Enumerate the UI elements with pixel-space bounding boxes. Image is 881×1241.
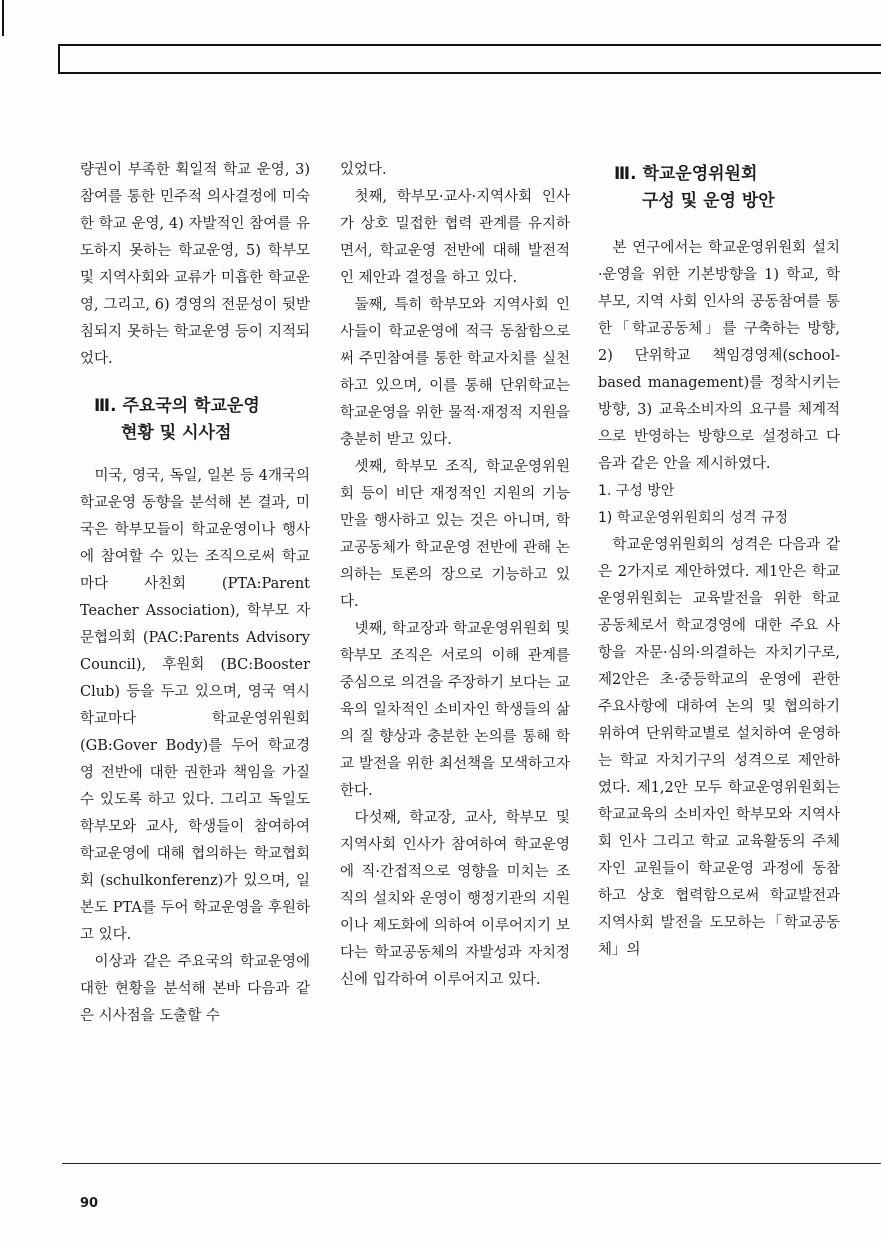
footer-rule — [62, 1163, 881, 1164]
column-1 — [80, 157, 310, 1030]
section-heading — [94, 393, 310, 447]
section-heading-line1: Ⅲ. 학교운영위원회 — [614, 164, 758, 184]
page-number: 90 — [80, 1196, 99, 1211]
margin-rule — [2, 0, 4, 36]
paragraph: 이상과 같은 주요국의 학교운영에 대한 현황을 분석해 본바 다음과 같은 시사점을 도출할 수 — [80, 954, 310, 1024]
section-heading-line2: 현황 및 시사점 — [121, 423, 232, 443]
paragraph: 량권이 부족한 획일적 학교 운영, 3) 참여를 통한 민주적 의사결정에 미숙한 학교 운영, 4) 자발적인 참여를 유도하지 못하는 학교운영, 5) 학부모 및 지역사회와 교류가 미흡한 학교운영, 그리고, 6) 경영의 전문성이 뒷받침되지 못하는 학교운영 등이 지적되었다. — [80, 162, 310, 367]
paragraph: 미국, 영국, 독일, 일본 등 4개국의 학교운영 동향을 분석해 본 결과, 미국은 학부모들이 학교운영이나 행사에 참여할 수 있는 조직으로써 학교마다 사친회 (PTA:Parent Teacher Association), 학부모 자문협의회 (PAC:Parents Advisory Council), 후원회 (BC:Booster Club) 등을 두고 있으며, 영국 역시 학교마다 학교운영위원회 (GB:Gover Body)를 두어 학교경영 전반에 대한 권한과 책임을 가질 수 있도록 하고 있다. 그리고 독일도 학부모와 교사, 학생들이 참여하여 학교운영에 대해 협의하는 학교협회회 (schulkonferenz)가 있으며, 일본도 PTA를 두어 학교운영을 후원하고 있다. — [80, 468, 310, 943]
subsection-heading: 1. 구성 방안 — [598, 483, 675, 499]
section-heading-line2: 구성 및 운영 방안 — [642, 191, 775, 211]
paragraph: 둘째, 특히 학부모와 지역사회 인사들이 학교운영에 적극 동참함으로써 주민참여를 통한 학교자치를 실천하고 있으며, 이를 통해 단위학교는 학교운영을 위한 물적·재정적 지원을 충분히 받고 있다. — [340, 297, 570, 448]
paragraph: 넷째, 학교장과 학교운영위원회 및 학부모 조직은 서로의 이해 관계를 중심으로 의견을 주장하기 보다는 교육의 일차적인 소비자인 학생들의 삶의 질 향상과 충분한 논의를 통해 학교 발전을 위한 최선책을 모색하고자 한다. — [340, 621, 570, 799]
subsubsection-heading: 1) 학교운영위원회의 성격 규정 — [598, 510, 789, 526]
paragraph: 셋째, 학부모 조직, 학교운영위원회 등이 비단 재정적인 지원의 기능만을 행사하고 있는 것은 아니며, 학교공동체가 학교운영 전반에 관해 논의하는 토론의 장으로 기능하고 있다. — [340, 459, 570, 610]
column-3 — [598, 157, 840, 964]
paragraph: 첫째, 학부모·교사·지역사회 인사가 상호 밀접한 협력 관계를 유지하면서, 학교운영 전반에 대해 발전적인 제안과 결정을 하고 있다. — [340, 189, 570, 286]
paragraph: 있었다. — [340, 162, 387, 178]
header-box — [58, 44, 881, 74]
paragraph: 학교운영위원회의 성격은 다음과 같은 2가지로 제안하였다. 제1안은 학교운영위원회는 교육발전을 위한 학교 공동체로서 학교경영에 대한 주요 사항을 자문·심의·의결하는 자치기구로, 제2안은 초·중등학교의 운영에 관한 주요사항에 대하여 논의 및 협의하기 위하여 단위학교별로 설치하여 운영하는 학교 자치기구의 성격으로 제안하였다. 제1,2안 모두 학교운영위원회는 학교교육의 소비자인 학부모와 지역사회 인사 그리고 학교 교육활동의 주체자인 교원들이 학교운영 과정에 동참하고 상호 협력함으로써 학교발전과 지역사회 발전을 도모하는「학교공동체」의 — [598, 537, 840, 958]
section-heading — [614, 161, 840, 215]
paragraph: 본 연구에서는 학교운영위원회 설치·운영을 위한 기본방향을 1) 학교, 학부모, 지역 사회 인사의 공동참여를 통한「학교공동체」를 구축하는 방향, 2) 단위학교 책임경영제(school-based management)를 정착시키는 방향, 3) 교육소비자의 요구를 체계적으로 반영하는 방향으로 설정하고 다음과 같은 안을 제시하였다. — [598, 240, 840, 472]
section-heading-line1: Ⅲ. 주요국의 학교운영 — [94, 396, 260, 416]
paragraph: 다섯째, 학교장, 교사, 학부모 및 지역사회 인사가 참여하여 학교운영에 직·간접적으로 영향을 미치는 조직의 설치와 운영이 행정기관의 지원이나 제도화에 의하여 이루어지기 보다는 학교공동체의 자발성과 자치정신에 입각하여 이루어지고 있다. — [340, 810, 570, 988]
column-2 — [340, 157, 570, 994]
